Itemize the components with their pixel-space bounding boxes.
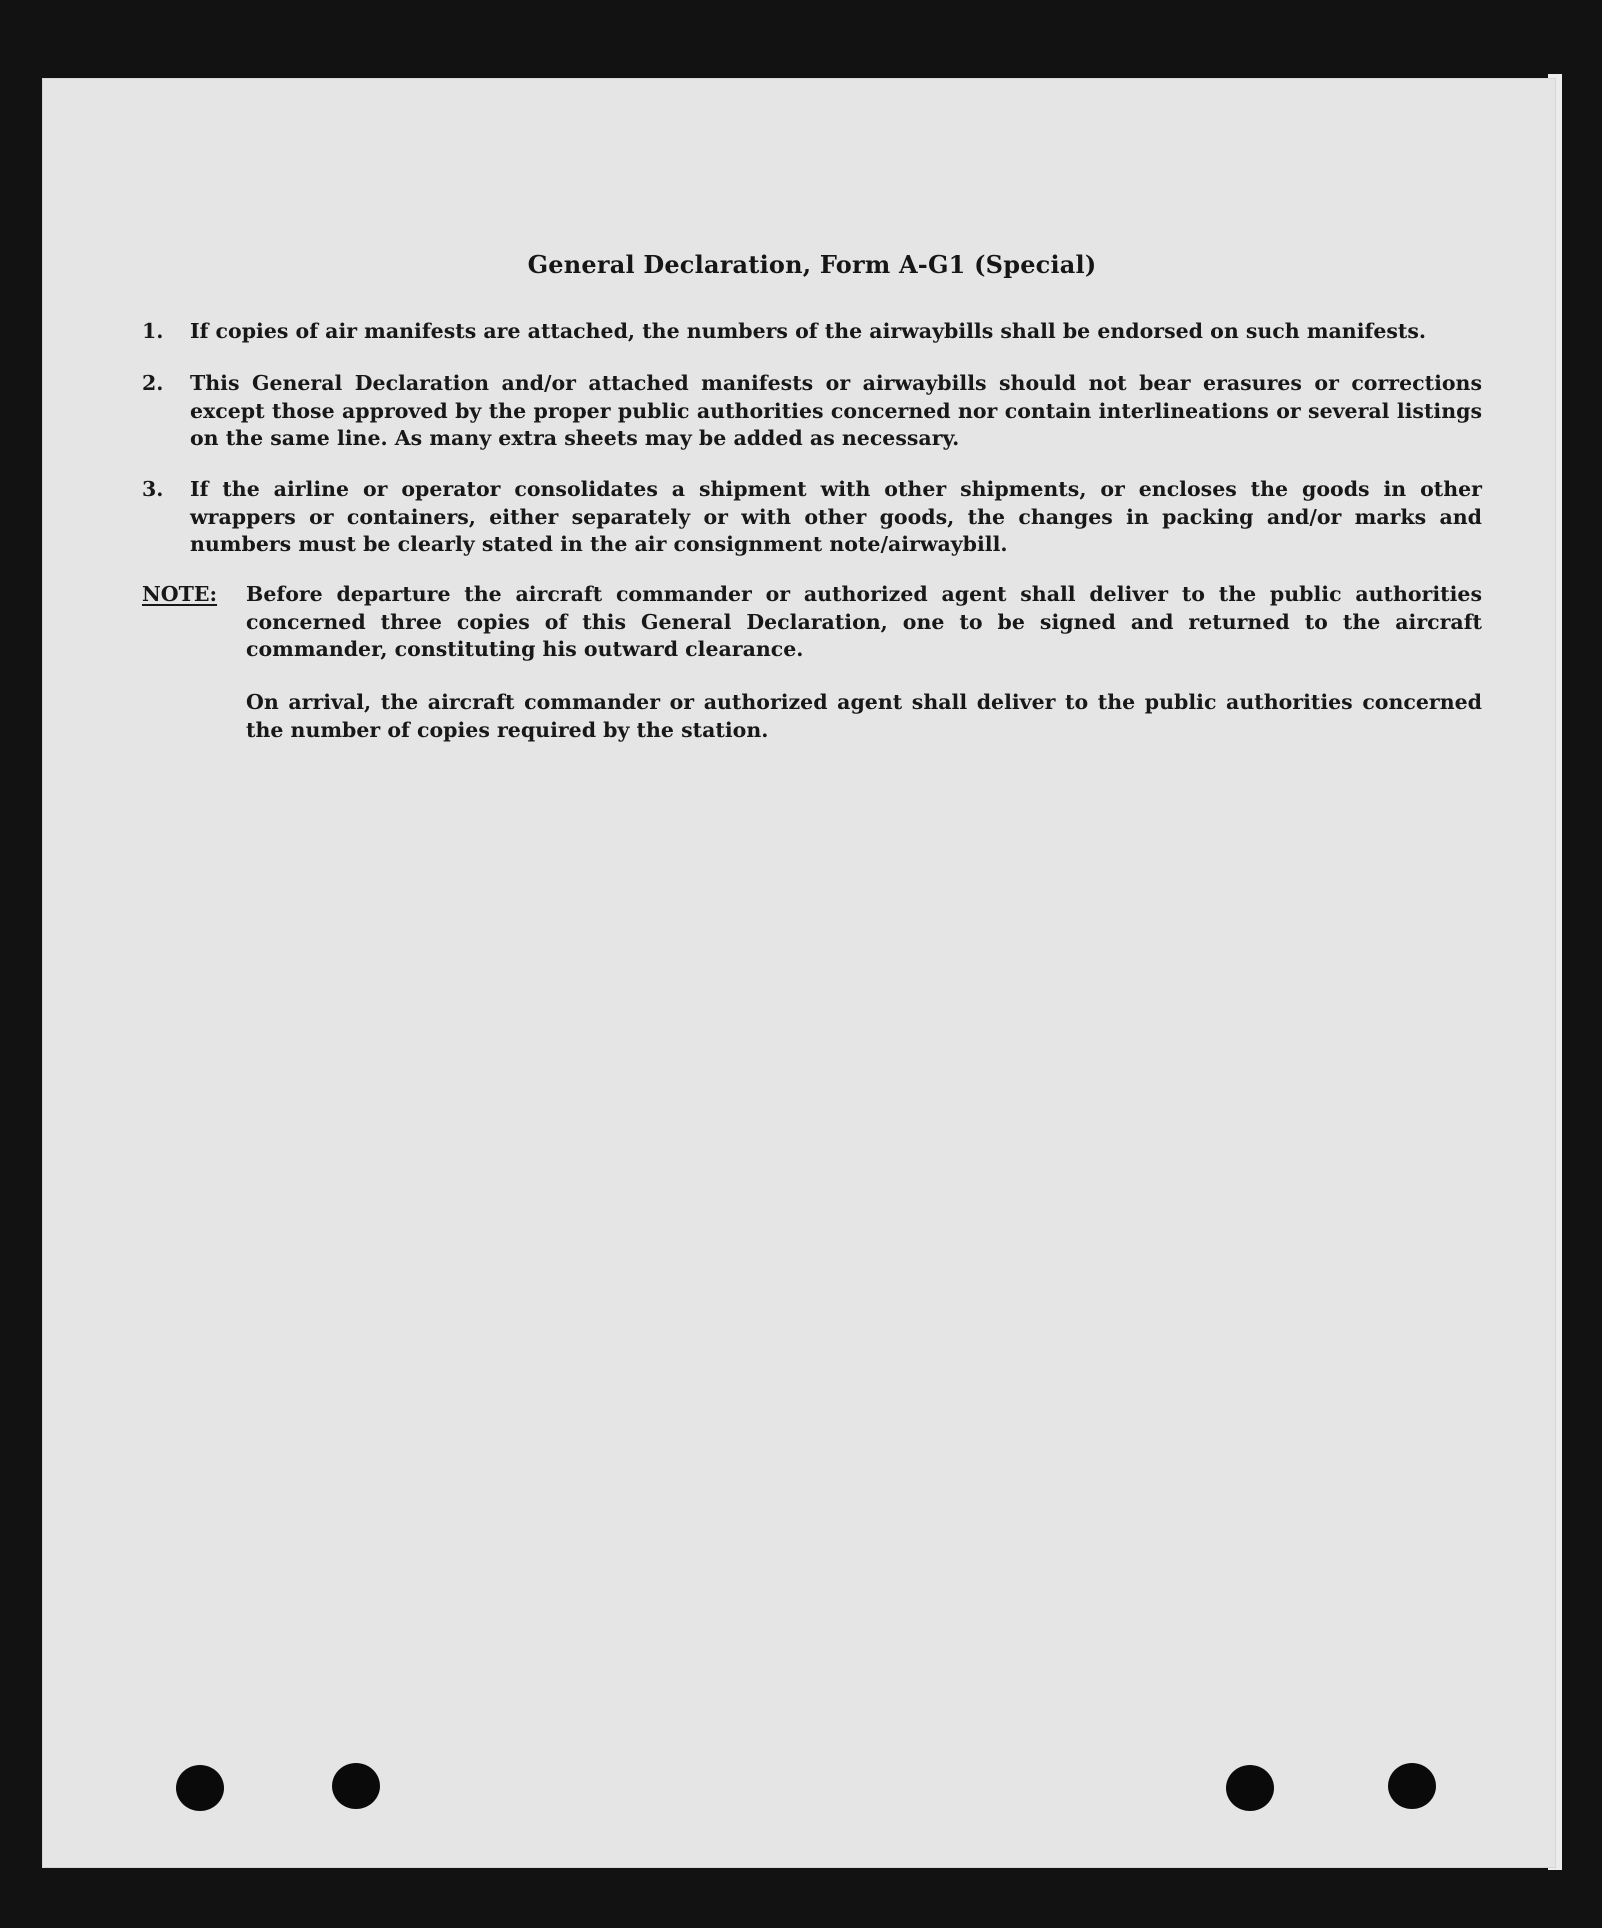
punch-hole xyxy=(1226,1765,1274,1811)
item-text: If the airline or operator consolidates a shipment with other shipments, or encloses the goods in other wrappers or containers, either separately or with other goods, the changes in packing and/or marks and numbers must be clearly stated in the air consignment note/airwaybill. xyxy=(190,477,1482,556)
list-item xyxy=(142,318,1482,346)
note-text: Before departure the aircraft commander or authorized agent shall deliver to the public authorities concerned three copies of this General Declaration, one to be signed and returned to the aircraft commander, constituting his outward clearance. xyxy=(246,582,1482,661)
punch-hole xyxy=(1388,1763,1436,1809)
document-title: General Declaration, Form A-G1 (Special) xyxy=(527,250,1097,279)
item-text: This General Declaration and/or attached manifests or airwaybills should not bear erasures or corrections except those approved by the proper public authorities concerned nor contain interlineations or several listings on the same line. As many extra sheets may be added as necessary. xyxy=(190,371,1482,450)
item-number: 1. xyxy=(142,319,164,343)
arrival-note-text: On arrival, the aircraft commander or authorized agent shall deliver to the public authorities concerned the number of copies required by the station. xyxy=(246,690,1482,742)
punch-hole xyxy=(176,1765,224,1811)
item-number: 3. xyxy=(142,477,164,501)
list-item xyxy=(142,476,1482,559)
list-item xyxy=(142,370,1482,453)
punch-hole xyxy=(332,1763,380,1809)
note-section xyxy=(142,581,1482,664)
item-text: If copies of air manifests are attached, the numbers of the airwaybills shall be endorsed on such manifests. xyxy=(190,319,1427,343)
item-number: 2. xyxy=(142,371,164,395)
note-label: NOTE: xyxy=(142,582,218,606)
document-page xyxy=(42,78,1556,1868)
